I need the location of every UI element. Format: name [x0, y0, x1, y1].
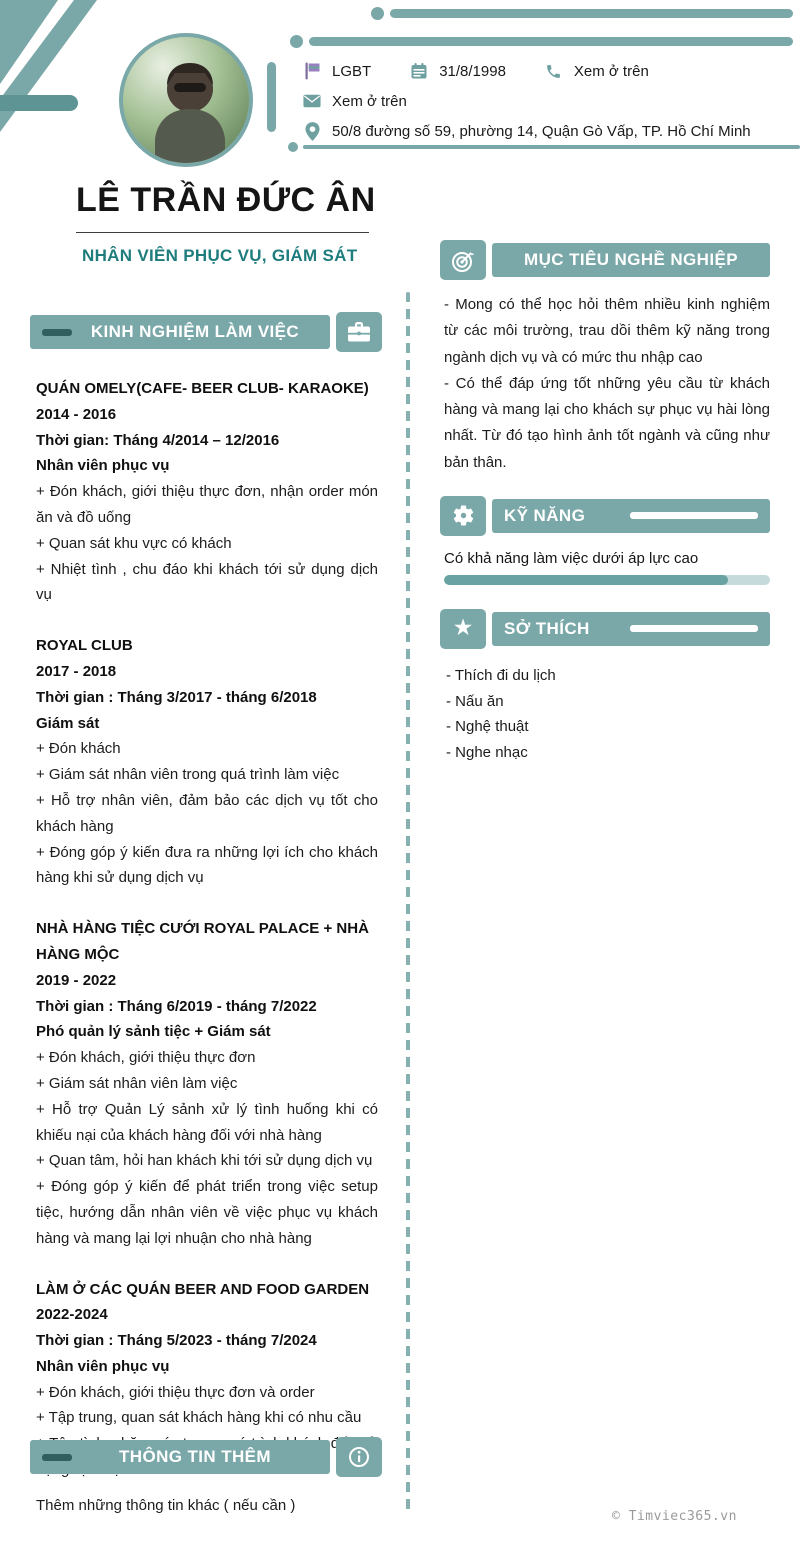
skills-heading: KỸ NĂNG: [504, 505, 586, 525]
job-duty: + Đón khách, giới thiệu thực đơn: [36, 1049, 256, 1067]
phone-icon: [544, 63, 564, 80]
contact-row: [302, 56, 798, 86]
contact-email: [302, 93, 407, 110]
address-value: 50/8 đường số 59, phường 14, Quận Gò Vấp, TP. Hồ Chí Minh: [332, 122, 751, 140]
hobbies-banner: [492, 612, 770, 646]
skills-header: [440, 496, 770, 536]
vertical-bar-decoration: [267, 62, 276, 132]
skill-progress-track: [444, 575, 770, 585]
info-icon: [336, 1437, 382, 1477]
contact-gender: [302, 62, 371, 80]
job-period: Thời gian: Tháng 4/2014 – 12/2016: [36, 431, 280, 449]
job-role: Phó quản lý sảnh tiệc + Giám sát: [36, 1023, 271, 1041]
contact-row: [302, 116, 798, 146]
job-role: Nhân viên phục vụ: [36, 1357, 170, 1375]
objective-paragraph: - Có thể đáp ứng tốt những yêu cầu từ khách hàng và mang lại cho khách sự phục vụ hài lòng nhất. Từ đó tạo hình ảnh tốt ngành và cũng như bản thân.: [444, 374, 770, 471]
job-role: Nhân viên phục vụ: [36, 457, 170, 475]
job-list: [30, 376, 382, 1483]
objective-header: [440, 240, 770, 280]
additional-info-section: [30, 1437, 382, 1514]
skill-label: Có khả năng làm việc dưới áp lực cao: [444, 549, 699, 567]
contact-phone: [544, 63, 649, 80]
hobbies-header: [440, 609, 770, 649]
location-pin-icon: [302, 122, 322, 141]
contact-info: [302, 56, 798, 146]
skill-item: [440, 550, 770, 585]
phone-value: Xem ở trên: [573, 62, 649, 80]
skill-progress-fill: [444, 575, 728, 585]
hobby-item: - Thích đi du lịch: [446, 666, 556, 684]
candidate-title: NHÂN VIÊN PHỤC VỤ, GIÁM SÁT: [82, 246, 358, 265]
skills-banner: [492, 499, 770, 533]
job-duty: + Đón khách, giới thiệu thực đơn, nhận order món ăn và đồ uống: [36, 483, 378, 526]
job-duty: + Tập trung, quan sát khách hàng khi có nhu cầu: [36, 1409, 362, 1427]
job-duty: + Nhiệt tình , chu đáo khi khách tới sử dụng dịch vụ: [36, 560, 378, 604]
gear-icon: [440, 496, 486, 536]
contact-row: [302, 86, 798, 116]
dash-decoration: [630, 512, 758, 519]
job-duty: + Đóng góp ý kiến đưa ra những lợi ích cho khách hàng khi sử dụng dịch vụ: [36, 843, 378, 887]
job-period: Thời gian : Tháng 3/2017 - tháng 6/2018: [36, 688, 317, 706]
job-duty: + Giám sát nhân viên trong quá trình làm việc: [36, 766, 340, 784]
second-bar-decoration: [309, 37, 793, 46]
job-duty: + Quan tâm, hỏi han khách khi tới sử dụng dịch vụ: [36, 1152, 373, 1170]
job-years: 2014 - 2016: [36, 405, 117, 423]
experience-section: [30, 312, 382, 1508]
job-years: 2022-2024: [36, 1306, 108, 1324]
mail-icon: [302, 94, 322, 108]
left-pill-decoration: [0, 95, 78, 111]
gender-flag-icon: [302, 62, 322, 80]
name-underline: [76, 232, 369, 233]
additional-info-banner: [30, 1440, 330, 1474]
job-years: 2017 - 2018: [36, 662, 117, 680]
job-duty: + Đón khách, giới thiệu thực đơn và order: [36, 1383, 315, 1401]
profile-photo-image: [123, 37, 253, 167]
job-company: NHÀ HÀNG TIỆC CƯỚI ROYAL PALACE + NHÀ HÀNG MỘC: [36, 920, 369, 963]
objective-heading: MỤC TIÊU NGHỀ NGHIỆP: [524, 250, 738, 269]
target-icon: [440, 240, 486, 280]
column-divider: [406, 292, 410, 1510]
job-duty: + Đón khách: [36, 740, 121, 758]
additional-info-text: Thêm những thông tin khác ( nếu cần ): [36, 1497, 296, 1514]
hobbies-heading: SỞ THÍCH: [504, 618, 590, 638]
dot-decoration: [290, 35, 303, 48]
email-value: Xem ở trên: [332, 92, 407, 110]
job-duty: + Giám sát nhân viên làm việc: [36, 1074, 238, 1092]
candidate-name: LÊ TRẦN ĐỨC ÂN: [76, 181, 376, 219]
job-duty: + Hỗ trợ Quản Lý sảnh xử lý tình huống khi có khiếu nại của khách hàng đối với nhà hàng: [36, 1100, 378, 1144]
job-duty: + Hỗ trợ nhân viên, đảm bảo các dịch vụ tốt cho khách hàng: [36, 791, 378, 835]
watermark-credit: © Timviec365.vn: [612, 1509, 737, 1524]
birthday-value: 31/8/1998: [439, 62, 506, 80]
calendar-icon: [409, 62, 429, 80]
job-company: LÀM Ở CÁC QUÁN BEER AND FOOD GARDEN: [36, 1280, 370, 1298]
job-company: ROYAL CLUB: [36, 637, 133, 655]
objective-paragraph: - Mong có thể học hỏi thêm nhiều kinh nghiệm từ các môi trường, trau dồi thêm kỹ năng trong ngành dịch vụ và có mức thu nhập cao: [444, 296, 770, 366]
hobby-item: - Nghe nhạc: [446, 744, 528, 762]
dash-decoration: [42, 1454, 72, 1461]
job-duty: + Quan sát khu vực có khách: [36, 534, 232, 552]
dash-decoration: [630, 625, 758, 632]
job-period: Thời gian : Tháng 5/2023 - tháng 7/2024: [36, 1332, 317, 1350]
job-entry: [36, 916, 378, 1251]
contact-birthday: [409, 62, 506, 80]
hobby-list: [440, 663, 770, 766]
right-column: [440, 240, 770, 766]
briefcase-icon: [336, 312, 382, 352]
dot-decoration: [371, 7, 384, 20]
corner-ribbon-decoration: [0, 0, 120, 135]
contact-address: [302, 122, 751, 141]
objective-banner: [492, 243, 770, 277]
hobby-item: - Nấu ăn: [446, 692, 504, 710]
job-period: Thời gian : Tháng 6/2019 - tháng 7/2022: [36, 997, 317, 1015]
job-company: QUÁN OMELY(CAFE- BEER CLUB- KARAOKE): [36, 380, 369, 397]
job-duty: + Đóng góp ý kiến để phát triển trong việc setup tiệc, hướng dẫn nhân viên về việc phục vụ khách hàng và mang lại lợi nhuận cho nhà hàng: [36, 1178, 378, 1247]
experience-banner: [30, 315, 330, 349]
hobby-item: - Nghệ thuật: [446, 718, 529, 736]
experience-header: [30, 312, 382, 352]
dash-decoration: [42, 329, 72, 336]
job-entry: [36, 633, 378, 891]
star-icon: ★: [440, 609, 486, 649]
gender-value: LGBT: [332, 62, 372, 80]
additional-info-heading: THÔNG TIN THÊM: [119, 1447, 271, 1466]
job-entry: [36, 376, 378, 608]
profile-photo: [119, 33, 253, 167]
top-bar-decoration: [390, 9, 793, 18]
job-role: Giám sát: [36, 714, 100, 732]
objective-text: [440, 292, 770, 476]
job-years: 2019 - 2022: [36, 971, 117, 989]
dot-decoration: [288, 142, 298, 152]
experience-heading: KINH NGHIỆM LÀM VIỆC: [90, 322, 300, 341]
additional-info-header: [30, 1437, 382, 1477]
